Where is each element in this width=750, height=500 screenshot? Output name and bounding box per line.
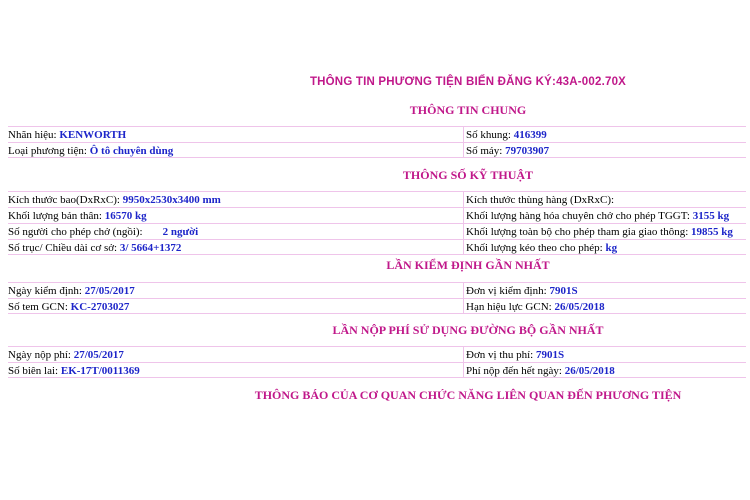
general-heading: THÔNG TIN CHUNG [409, 103, 527, 117]
tow-weight-label: Khối lượng kéo theo cho phép: [466, 242, 603, 254]
fee-date-value: 27/05/2017 [73, 349, 124, 361]
fee-heading: LẦN NỘP PHÍ SỬ DỤNG ĐƯỜNG BỘ GẦN NHẤT [332, 323, 604, 337]
table-row [8, 239, 746, 255]
axle-value: 3/ 5664+1372 [119, 242, 182, 254]
page-title: THÔNG TIN PHƯƠNG TIỆN BIỂN ĐĂNG KÝ:43A-002.70X [309, 76, 627, 88]
table-row [8, 346, 746, 362]
cargo-dims-label: Kích thước thùng hàng (DxRxC): [466, 194, 615, 206]
fee-unit-label: Đơn vị thu phí: [466, 349, 534, 361]
fee-table [8, 346, 746, 378]
inspection-unit-label: Đơn vị kiểm định: [466, 285, 547, 297]
table-row [8, 142, 746, 158]
table-row [8, 223, 746, 239]
engine-label: Số máy: [466, 145, 503, 157]
axle-label: Số trục/ Chiều dài cơ sở: [8, 242, 118, 254]
gross-weight-label: Khối lượng toàn bộ cho phép tham gia giao thông: [466, 226, 689, 238]
notice-heading: THÔNG BÁO CỦA CƠ QUAN CHỨC NĂNG LIÊN QUAN ĐẾN PHƯƠNG TIỆN [254, 388, 682, 402]
general-table [8, 126, 746, 158]
inspection-unit-value: 7901S [549, 285, 578, 297]
chassis-value: 416399 [513, 129, 547, 141]
stamp-label: Số tem GCN: [8, 301, 68, 313]
fee-unit-value: 7901S [536, 349, 565, 361]
inspection-date-label: Ngày kiểm định: [8, 285, 82, 297]
paid-until-value: 26/05/2018 [564, 365, 615, 377]
inspection-table [8, 282, 746, 314]
table-row [8, 282, 746, 298]
seats-label: Số người cho phép chở (ngồi): [8, 226, 143, 238]
tow-weight-value: kg [605, 242, 618, 254]
curb-weight-label: Khối lượng bản thân: [8, 210, 102, 222]
specs-table [8, 191, 746, 255]
expiry-label: Hạn hiệu lực GCN: [466, 301, 552, 313]
dims-label: Kích thước bao(DxRxC): [8, 194, 120, 206]
fee-date-label: Ngày nộp phí: [8, 349, 71, 361]
brand-label: Nhãn hiệu: [8, 129, 57, 141]
gross-weight-value: 19855 kg [691, 226, 733, 238]
table-row [8, 298, 746, 314]
payload-label: Khối lượng hàng hóa chuyên chở cho phép TGGT: [466, 210, 690, 222]
type-value: Ô tô chuyên dùng [89, 145, 174, 157]
table-row [8, 191, 746, 207]
paid-until-label: Phí nộp đến hết ngày: [466, 365, 562, 377]
type-label: Loại phương tiện: [8, 145, 87, 157]
seats-value: 2 người [162, 226, 199, 238]
receipt-label: Số biên lai: [8, 365, 59, 377]
curb-weight-value: 16570 kg [104, 210, 147, 222]
specs-heading: THÔNG SỐ KỸ THUẬT [402, 168, 534, 182]
inspection-heading: LẦN KIỂM ĐỊNH GẦN NHẤT [386, 258, 550, 272]
engine-value: 79703907 [505, 145, 550, 157]
chassis-label: Số khung: [466, 129, 511, 141]
receipt-value: EK-17T/0011369 [60, 365, 140, 377]
expiry-value: 26/05/2018 [554, 301, 605, 313]
brand-value: KENWORTH [59, 129, 127, 141]
table-row [8, 362, 746, 378]
inspection-date-value: 27/05/2017 [84, 285, 135, 297]
table-row [8, 207, 746, 223]
stamp-value: KC-2703027 [70, 301, 130, 313]
dims-value: 9950x2530x3400 mm [122, 194, 221, 206]
table-row [8, 126, 746, 142]
payload-value: 3155 kg [692, 210, 730, 222]
